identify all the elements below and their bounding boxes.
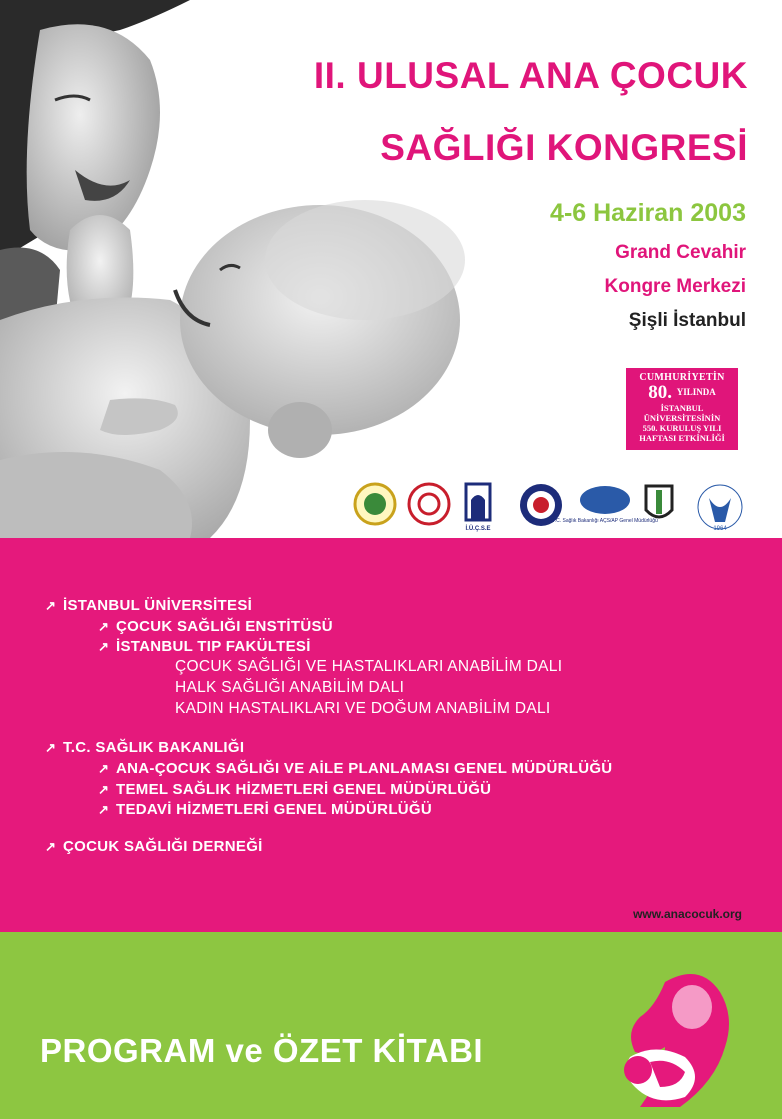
badge-line4: 550. KURULUŞ YILI HAFTASI ETKİNLİĞİ bbox=[639, 423, 725, 443]
organizer-ministry-label: T.C. SAĞLIK BAKANLIĞI bbox=[63, 739, 245, 756]
directorate-mch bbox=[98, 760, 612, 777]
ministry-caption: T.C. Sağlık Bakanlığı AÇS/AP Genel Müdürlüğü bbox=[552, 518, 658, 524]
health-organization-logo bbox=[642, 482, 676, 526]
venue-line1: Grand Cevahir bbox=[615, 242, 746, 263]
venue-line2: Kongre Merkezi bbox=[604, 276, 746, 297]
child-health-society-logo bbox=[695, 482, 745, 532]
department-obstetrics: KADIN HASTALIKLARI VE DOĞUM ANABİLİM DALI bbox=[175, 700, 551, 717]
department-child-health: ÇOCUK SAĞLIĞI VE HASTALIKLARI ANABİLİM DALI bbox=[175, 658, 563, 675]
university-seal-logo bbox=[353, 482, 397, 526]
directorate-primary-care bbox=[98, 781, 491, 798]
top-section bbox=[0, 0, 782, 538]
medical-faculty-seal-logo bbox=[407, 482, 451, 526]
organizer-university bbox=[45, 597, 252, 614]
website-url: www.anacocuk.org bbox=[633, 907, 742, 921]
badge-number-value: 80. bbox=[648, 382, 672, 403]
congress-date: 4-6 Haziran 2003 bbox=[550, 199, 746, 227]
badge-number bbox=[626, 383, 738, 402]
arrow-icon: ↗ bbox=[45, 839, 57, 854]
badge-line1: CUMHURİYETİN bbox=[639, 372, 725, 383]
badge-line3: İSTANBUL ÜNİVERSİTESİNİN bbox=[643, 403, 721, 423]
badge-number-suffix: YILINDA bbox=[676, 387, 716, 397]
iucse-logo bbox=[463, 482, 493, 532]
organizer-society bbox=[45, 838, 263, 855]
directorate-primary-care-label: TEMEL SAĞLIK HİZMETLERİ GENEL MÜDÜRLÜĞÜ bbox=[116, 781, 492, 798]
ministry-acsap-logo bbox=[552, 482, 658, 534]
congress-title-line2: SAĞLIĞI KONGRESİ bbox=[380, 127, 748, 168]
arrow-icon: ↗ bbox=[98, 782, 110, 797]
arrow-icon: ↗ bbox=[98, 802, 110, 817]
organizer-society-label: ÇOCUK SAĞLIĞI DERNEĞİ bbox=[63, 838, 263, 855]
directorate-treatment bbox=[98, 801, 432, 818]
directorate-mch-label: ANA-ÇOCUK SAĞLIĞI VE AİLE PLANLAMASI GENEL MÜDÜRLÜĞÜ bbox=[116, 760, 613, 777]
organizer-institute bbox=[98, 618, 333, 635]
anniversary-badge bbox=[626, 368, 738, 450]
footer-section bbox=[0, 932, 782, 1119]
mother-child-emblem-icon bbox=[610, 962, 760, 1112]
organizer-institute-label: ÇOCUK SAĞLIĞI ENSTİTÜSÜ bbox=[116, 618, 333, 635]
organizer-faculty-label: İSTANBUL TIP FAKÜLTESİ bbox=[116, 638, 311, 655]
society-year: 1964 bbox=[713, 526, 727, 532]
directorate-treatment-label: TEDAVİ HİZMETLERİ GENEL MÜDÜRLÜĞÜ bbox=[116, 801, 433, 818]
arrow-icon: ↗ bbox=[98, 761, 110, 776]
arrow-icon: ↗ bbox=[98, 619, 110, 634]
arrow-icon: ↗ bbox=[98, 639, 110, 654]
organizers-section bbox=[0, 538, 782, 932]
arrow-icon: ↗ bbox=[45, 740, 57, 755]
book-title: PROGRAM ve ÖZET KİTABI bbox=[40, 1032, 484, 1069]
organizer-faculty bbox=[98, 638, 311, 655]
department-public-health: HALK SAĞLIĞI ANABİLİM DALI bbox=[175, 679, 405, 696]
congress-title-line1: II. ULUSAL ANA ÇOCUK bbox=[313, 55, 748, 96]
organizer-ministry bbox=[45, 739, 244, 756]
venue-city: Şişli İstanbul bbox=[628, 310, 746, 331]
iucse-caption: İ.Ü.Ç.S.E bbox=[465, 526, 491, 532]
organizer-university-label: İSTANBUL ÜNİVERSİTESİ bbox=[63, 597, 253, 614]
arrow-icon: ↗ bbox=[45, 598, 57, 613]
sponsor-logos bbox=[345, 482, 745, 532]
